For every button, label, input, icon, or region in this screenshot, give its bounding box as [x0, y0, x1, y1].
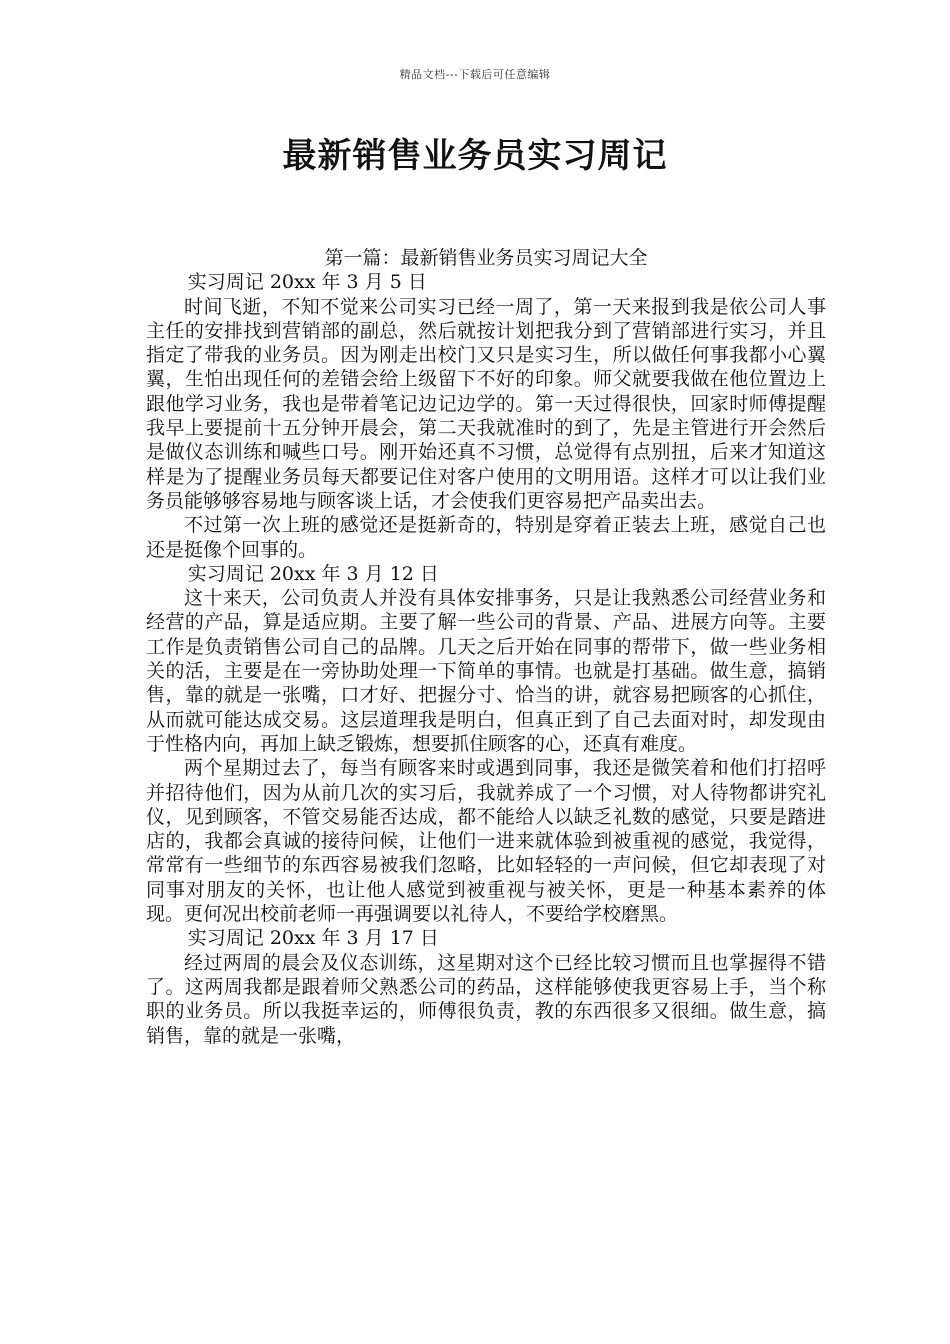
- body-paragraph: 两个星期过去了，每当有顾客来时或遇到同事，我还是微笑着和他们打招呼并招待他们，因为从前几次的实习后，我就养成了一个习惯，对人待物都讲究礼仪，见到顾客，不管交易能否达成，都不能给人以缺乏礼数的感觉，只要是踏进店的，我都会真诚的接待问候，让他们一进来就体验到被重视的感觉，我觉得，常常有一些细节的东西容易被我们忽略，比如轻轻的一声问候，但它却表现了对同事对朋友的关怀，也让他人感觉到被重视与被关怀，更是一种基本素养的体现。更何况出校前老师一再强调要以礼待人，不要给学校磨黑。: [146, 757, 826, 926]
- section-title: 第一篇：最新销售业务员实习周记大全: [324, 247, 648, 269]
- header-note: 精品文档---下载后可任意编辑: [399, 68, 551, 81]
- entry-date-heading: 实习周记 20xx 年 3 月 12 日: [187, 562, 439, 585]
- entry-date-heading: 实习周记 20xx 年 3 月 17 日: [187, 927, 439, 950]
- body-paragraph: 不过第一次上班的感觉还是挺新奇的，特别是穿着正装去上班，感觉自己也还是挺像个回事的。: [146, 514, 826, 561]
- entry-date-heading: 实习周记 20xx 年 3 月 5 日: [187, 271, 427, 294]
- document-title: 最新销售业务员实习周记: [282, 136, 668, 176]
- document-body: [146, 246, 826, 1048]
- body-paragraph: 时间飞逝，不知不觉来公司实习已经一周了，第一天来报到我是依公司人事主任的安排找到营销部的副总，然后就按计划把我分到了营销部进行实习，并且指定了带我的业务员。因为刚走出校门又只是实习生，所以做任何事我都小心翼翼，生怕出现任何的差错会给上级留下不好的印象。师父就要我做在他位置边上跟他学习业务，我也是带着笔记边记边学的。第一天过得很快，回家时师傅提醒我早上要提前十五分钟开晨会，第二天我就准时的到了，先是主管进行开会然后是做仪态训练和喊些口号。刚开始还真不习惯，总觉得有点别扭，后来才知道这样是为了提醒业务员每天都要记住对客户使用的文明用语。这样才可以让我们业务员能够够容易地与顾客谈上话，才会使我们更容易把产品卖出去。: [146, 295, 826, 512]
- body-paragraph: 这十来天，公司负责人并没有具体安排事务，只是让我熟悉公司经营业务和经营的产品，算是适应期。主要了解一些公司的背景、产品、进展方向等。主要工作是负责销售公司自己的品牌。几天之后开始在同事的帮带下，做一些业务相关的活，主要是在一旁协助处理一下简单的事情。也就是打基础。做生意，搞销售，靠的就是一张嘴，口才好、把握分寸、恰当的讲，就容易把顾客的心抓住，从而就可能达成交易。这层道理我是明白，但真正到了自己去面对时，却发现由于性格内向，再加上缺乏锻炼，想要抓住顾客的心，还真有难度。: [146, 587, 826, 755]
- body-paragraph: 经过两周的晨会及仪态训练，这星期对这个已经比较习惯而且也掌握得不错了。这两周我都是跟着师父熟悉公司的药品，这样能够使我更容易上手，当个称职的业务员。所以我挺幸运的，师傅很负责，教的东西很多又很细。做生意，搞销售，靠的就是一张嘴，: [146, 951, 826, 1047]
